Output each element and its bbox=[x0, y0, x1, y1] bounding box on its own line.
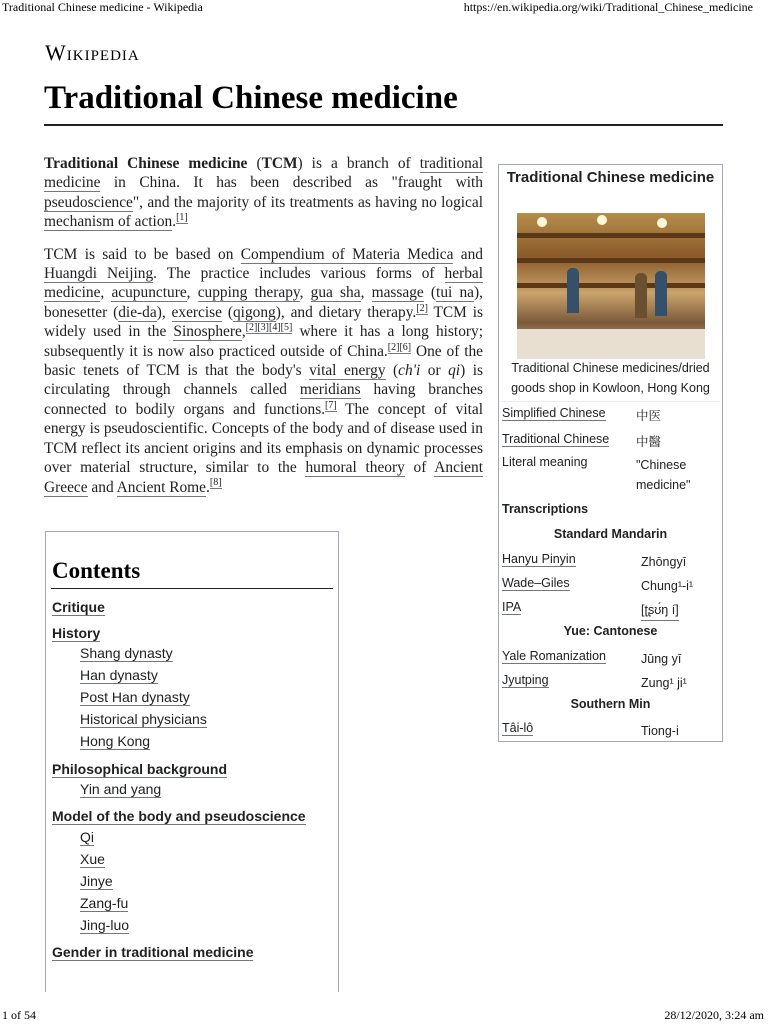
row-label: Literal meaning bbox=[502, 455, 588, 469]
ceiling-light bbox=[657, 218, 667, 228]
link-tui-na[interactable]: tui na bbox=[436, 284, 474, 302]
text: ( bbox=[247, 155, 262, 172]
text: ", and the majority of its treatments as having no logical bbox=[132, 193, 483, 211]
row-value: Jūng yī bbox=[641, 652, 682, 666]
text: , bbox=[100, 284, 112, 302]
toc-item[interactable]: Hong Kong bbox=[80, 733, 151, 749]
toc-divider bbox=[51, 588, 333, 589]
text: ) is a branch of bbox=[297, 155, 420, 172]
text: , bbox=[186, 284, 198, 302]
toc-item[interactable]: Qi bbox=[80, 829, 94, 845]
text: having branches connected to bodily organs and functions. bbox=[44, 381, 484, 418]
toc-item[interactable]: Yin and yang bbox=[80, 781, 162, 797]
link-compendium-of-materia-medica[interactable]: Compendium of Materia Medica bbox=[240, 245, 454, 263]
shopper-figure bbox=[567, 268, 579, 313]
toc-item[interactable]: Jing-luo bbox=[80, 917, 130, 933]
toc-item[interactable]: Post Han dynasty bbox=[80, 689, 190, 705]
group-heading: Southern Min bbox=[570, 697, 651, 711]
lead-paragraph-1 bbox=[44, 154, 483, 232]
text: ) is circulating through channels called bbox=[44, 362, 483, 399]
link-gua-sha[interactable]: gua sha bbox=[310, 284, 361, 302]
page-url[interactable]: https://en.wikipedia.org/wiki/Traditional_Chinese_medicine bbox=[463, 0, 753, 14]
bold-term: Traditional Chinese medicine bbox=[44, 155, 248, 172]
toc-item[interactable]: Han dynasty bbox=[80, 667, 158, 683]
text: One of the basic tenets of TCM is that the body's bbox=[44, 342, 484, 380]
row-value: Chung¹-i¹ bbox=[641, 579, 694, 593]
row-label[interactable]: IPA bbox=[502, 600, 522, 614]
text: , bbox=[299, 284, 311, 302]
link-cupping-therapy[interactable]: cupping therapy bbox=[197, 284, 300, 302]
row-label[interactable]: Traditional Chinese bbox=[502, 432, 610, 446]
shelf bbox=[517, 233, 705, 238]
divider bbox=[501, 401, 720, 402]
link-herbal-medicine[interactable]: herbal medicine bbox=[44, 265, 484, 302]
row-value: Zhōngyī bbox=[641, 555, 687, 569]
italic-term: ch'i bbox=[398, 362, 421, 380]
article-title: Traditional Chinese medicine bbox=[44, 80, 458, 116]
link-vital-energy[interactable]: vital energy bbox=[309, 362, 386, 380]
text: ( bbox=[385, 362, 399, 380]
toc-title: Contents bbox=[52, 558, 141, 583]
toc-item[interactable]: Critique bbox=[52, 599, 105, 615]
shop-counter bbox=[517, 329, 705, 359]
citation-ref[interactable]: [2][6] bbox=[387, 341, 412, 353]
text: in China. It has been described as "fraught with bbox=[100, 174, 483, 192]
toc-item[interactable]: Shang dynasty bbox=[80, 645, 173, 661]
text: and bbox=[453, 245, 483, 263]
text: and bbox=[87, 478, 117, 496]
print-footer bbox=[0, 1006, 768, 1024]
infobox bbox=[498, 164, 723, 742]
link-huangdi-neijing[interactable]: Huangdi Neijing bbox=[44, 265, 154, 283]
text: of bbox=[404, 459, 435, 477]
link-exercise[interactable]: exercise bbox=[171, 303, 222, 321]
link-qigong[interactable]: qigong bbox=[232, 303, 276, 321]
text: ), bonesetter ( bbox=[44, 284, 483, 321]
link-die-da[interactable]: die-da bbox=[118, 303, 157, 321]
page-title-header: Traditional Chinese medicine - Wikipedia bbox=[2, 0, 203, 14]
link-ancient-greece[interactable]: Ancient Greece bbox=[44, 459, 483, 496]
text: ( bbox=[221, 303, 233, 321]
row-value: 中醫 bbox=[636, 435, 662, 449]
link-sinosphere[interactable]: Sinosphere bbox=[173, 323, 242, 341]
page-counter: 1 of 54 bbox=[2, 1008, 36, 1022]
text: . bbox=[206, 478, 210, 496]
wikipedia-wordmark[interactable]: Wikipedia bbox=[45, 40, 140, 65]
text: . The practice includes various forms of bbox=[153, 265, 445, 283]
row-label[interactable]: Simplified Chinese bbox=[502, 406, 606, 420]
text: ), bbox=[156, 303, 172, 321]
row-value: Tiong-i bbox=[641, 724, 679, 738]
toc-item[interactable]: Zang-fu bbox=[80, 895, 129, 911]
shopper-figure bbox=[635, 273, 647, 318]
citation-ref[interactable]: [8] bbox=[209, 477, 222, 489]
bold-abbrev: TCM bbox=[261, 155, 298, 172]
text: TCM is widely used in the bbox=[44, 303, 483, 341]
infobox-image[interactable] bbox=[517, 213, 705, 359]
print-timestamp: 28/12/2020, 3:24 am bbox=[664, 1008, 764, 1022]
toc-item[interactable]: Model of the body and pseudoscience bbox=[52, 808, 306, 824]
ceiling-light bbox=[537, 217, 547, 227]
transcriptions-label: Transcriptions bbox=[502, 502, 589, 516]
title-divider bbox=[44, 124, 723, 126]
row-label[interactable]: Tâi-lô bbox=[502, 721, 534, 735]
row-label[interactable]: Wade–Giles bbox=[502, 576, 570, 590]
citation-ref[interactable]: [2][3][4][5] bbox=[245, 322, 293, 334]
text: ( bbox=[423, 284, 437, 302]
link-massage[interactable]: massage bbox=[371, 284, 424, 302]
lead-paragraph-2 bbox=[44, 245, 483, 497]
text: . bbox=[172, 213, 177, 231]
group-heading: Yue: Cantonese bbox=[563, 624, 658, 638]
toc-item[interactable]: History bbox=[52, 625, 101, 641]
text: or bbox=[420, 362, 449, 380]
citation-ref[interactable]: [7] bbox=[325, 399, 337, 411]
group-heading: Standard Mandarin bbox=[553, 527, 668, 541]
link-ancient-rome[interactable]: Ancient Rome bbox=[116, 478, 206, 496]
text: , bbox=[241, 323, 246, 341]
row-label[interactable]: Yale Romanization bbox=[502, 649, 606, 663]
row-value[interactable]: [ʈʂʊ́ŋ í] bbox=[641, 600, 679, 621]
toc-item[interactable]: Philosophical background bbox=[52, 761, 228, 777]
link-humoral-theory[interactable]: humoral theory bbox=[305, 459, 405, 477]
toc-item[interactable]: Xue bbox=[80, 851, 105, 867]
citation-ref[interactable]: [2] bbox=[416, 302, 428, 314]
table-of-contents bbox=[45, 531, 339, 992]
infobox-caption: Traditional Chinese medicines/dried goods shop in Kowloon, Hong Kong bbox=[511, 361, 710, 395]
ceiling-light bbox=[597, 215, 607, 225]
text: , bbox=[360, 284, 372, 302]
text: TCM is said to be based on bbox=[44, 245, 241, 263]
text: The concept of vital energy is pseudoscientific. Concepts of the body and of disease used in TCM reflect its ancient origins and its emphasis on dynamic processes over material structure, similar to the bbox=[44, 400, 483, 477]
row-label[interactable]: Jyutping bbox=[502, 673, 549, 687]
toc-item[interactable]: Gender in traditional medicine bbox=[52, 944, 254, 960]
text: where it has a long history; subsequently it is now also practiced outside of China. bbox=[44, 323, 483, 360]
toc-item[interactable]: Jinye bbox=[80, 873, 113, 889]
row-value: "Chinese medicine" bbox=[636, 458, 691, 492]
toc-item[interactable]: Historical physicians bbox=[80, 711, 207, 727]
link-meridians[interactable]: meridians bbox=[299, 381, 361, 399]
citation-ref[interactable]: [1] bbox=[176, 212, 188, 224]
text: ), and dietary therapy. bbox=[275, 303, 417, 321]
infobox-title: Traditional Chinese medicine bbox=[506, 169, 715, 186]
link-pseudoscience[interactable]: pseudoscience bbox=[44, 193, 133, 211]
shelf bbox=[517, 258, 705, 263]
row-value: Zung¹ ji¹ bbox=[641, 676, 687, 690]
article-body bbox=[44, 154, 483, 510]
shopper-figure bbox=[655, 271, 667, 316]
link-acupuncture[interactable]: acupuncture bbox=[111, 284, 187, 302]
row-label[interactable]: Hanyu Pinyin bbox=[502, 552, 576, 566]
shelf bbox=[517, 283, 705, 288]
print-header bbox=[0, 0, 768, 16]
link-traditional-medicine[interactable]: traditional medicine bbox=[44, 155, 483, 192]
italic-term: qi bbox=[448, 362, 461, 380]
link-mechanism-of-action[interactable]: mechanism of action bbox=[44, 213, 173, 231]
row-value: 中医 bbox=[636, 409, 662, 423]
